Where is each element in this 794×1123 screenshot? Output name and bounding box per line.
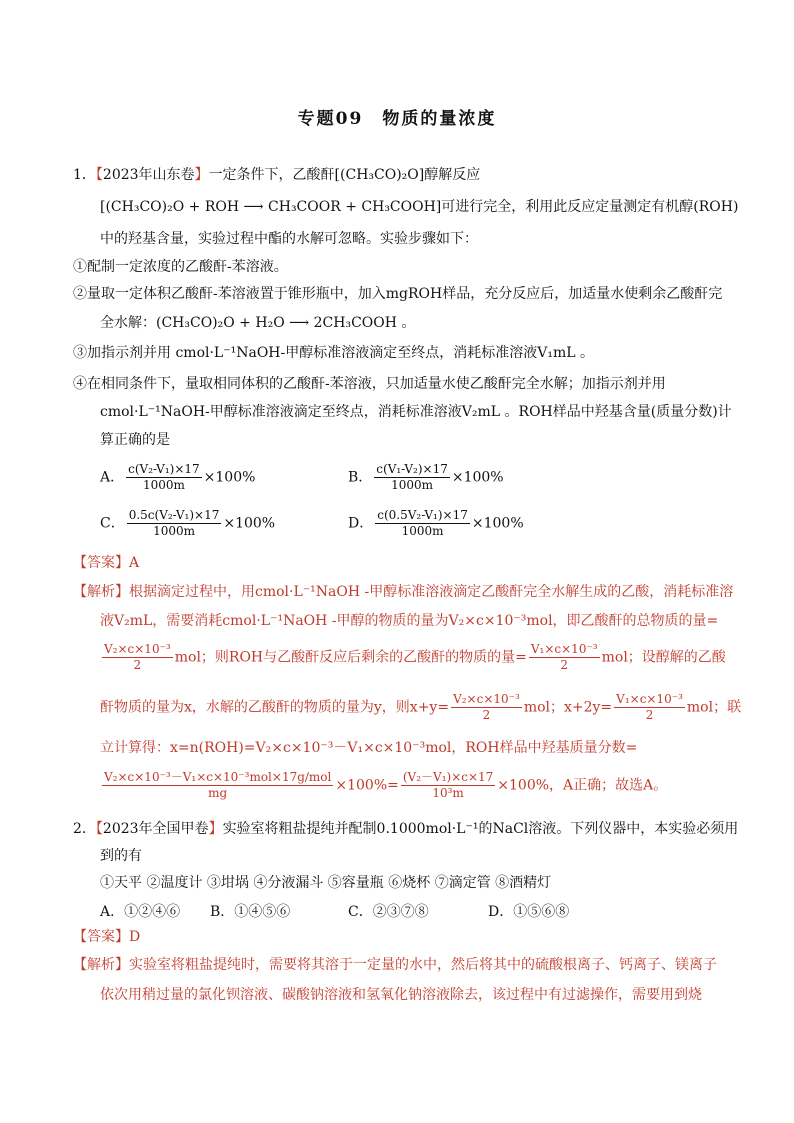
analysis-line-5: 立计算得：x=n(ROH)=V₂×c×10⁻³－V₁×c×10⁻³mol，ROH样品中羟基质量分数= <box>100 740 638 756</box>
step-1: ①配制一定浓度的乙酸酐-苯溶液。 <box>73 259 288 275</box>
option-c[interactable]: C．②③⑦⑧ <box>348 904 429 920</box>
question-1-line-1: 1．【2023年山东卷】一定条件下，乙酸酐[(CH₃CO)₂O]醇解反应 <box>73 167 481 183</box>
question-number: 1． <box>73 167 96 183</box>
option-a[interactable]: A．①②④⑥ <box>100 904 181 920</box>
answer-value: D <box>129 929 141 945</box>
answer-line <box>73 553 139 573</box>
option-d[interactable]: D． $\frac{\text{c(0.5V₂-V₁)×17}}{1000m}$ ×100% <box>348 508 524 538</box>
question-text: 一定条件下，乙酸酐[(CH₃CO)₂O]醇解反应 <box>208 167 481 183</box>
analysis-line-6: $\frac{\text{V₂×c×10⁻³－V₁×c×10⁻³mol×17g/mol}}{mg}$ ×100%= $\frac{\text{(V₂－V₁)×c×17}}{\text{10³m}}$ ×100%，A正确；故选A。 <box>104 770 668 800</box>
analysis-line-1: 【解析】根据滴定过程中，用cmol·L⁻¹NaOH -甲醇标准溶液滴定乙酸酐完全水解生成的乙酸，消耗标准溶 <box>73 584 734 600</box>
step-3: ③加指示剂并用 cmol·L⁻¹NaOH-甲醇标准溶液滴定至终点，消耗标准溶液V₁mL 。 <box>73 345 594 361</box>
option-c[interactable]: C． $\frac{\text{0.5c(V₂-V₁)×17}}{1000m}$ ×100% <box>100 508 276 538</box>
question-number: 2． <box>73 821 96 837</box>
option-b[interactable]: B．①④⑤⑥ <box>210 904 291 920</box>
source-tag: 2023年全国甲卷 <box>102 821 209 837</box>
step-2: ②量取一定体积乙酸酐-苯溶液置于锥形瓶中，加入mgROH样品，充分反应后，加适量水使剩余乙酸酐完 <box>73 286 723 302</box>
question-2-instruments: ①天平 ②温度计 ③坩埚 ④分液漏斗 ⑤容量瓶 ⑥烧杯 ⑦滴定管 ⑧酒精灯 <box>100 875 552 891</box>
analysis-label: 【解析】 <box>73 957 129 973</box>
question-1-line-3: 中的羟基含量，实验过程中酯的水解可忽略。实验步骤如下： <box>100 231 478 247</box>
analysis-label: 【解析】 <box>73 584 129 600</box>
source-tag: 2023年山东卷 <box>102 167 195 183</box>
question-2-line-1: 2．【2023年全国甲卷】实验室将粗盐提纯并配制0.1000mol·L⁻¹的NaCl溶液。下列仪器中，本实验必须用 <box>73 821 739 837</box>
analysis-line-2: 依次用稍过量的氯化钡溶液、碳酸钠溶液和氢氧化钠溶液除去，该过程中有过滤操作，需要用到烧 <box>100 987 702 1003</box>
step-2-cont: 全水解：(CH₃CO)₂O + H₂O ⟶ 2CH₃COOH 。 <box>100 315 416 331</box>
option-b[interactable]: B． $\frac{\text{c(V₁-V₂)×17}}{1000m}$ ×100% <box>348 462 504 492</box>
step-4: ④在相同条件下，量取相同体积的乙酸酐-苯溶液，只加适量水使乙酸酐完全水解；加指示剂并用 <box>73 376 666 392</box>
answer-label: 【答案】 <box>73 555 129 571</box>
answer-value: A <box>129 555 140 571</box>
question-2-line-2: 到的有 <box>100 848 142 864</box>
analysis-line-4: 酐物质的量为x，水解的乙酸酐的物质的量为y，则x+y= $\frac{\text{V₂×c×10⁻³}}{2}$ mol；x+2y= $\frac{\text{V₁×c×10⁻³}}{2}$ mol；联 <box>100 692 742 722</box>
option-a[interactable]: A． $\frac{\text{c(V₂-V₁)×17}}{1000m}$ ×100% <box>100 462 256 492</box>
analysis-line-3: $\frac{\text{V₂×c×10⁻³}}{2}$ mol；则ROH与乙酸酐反应后剩余的乙酸酐的物质的量= $\frac{\text{V₁×c×10⁻³}}{2}$ mol；设醇解的乙酸 <box>104 642 726 672</box>
analysis-line-1: 【解析】实验室将粗盐提纯时，需要将其溶于一定量的水中，然后将其中的硫酸根离子、钙离子、镁离子 <box>73 957 717 973</box>
option-d[interactable]: D．①⑤⑥⑧ <box>488 904 570 920</box>
analysis-line-2: 液V₂mL，需要消耗cmol·L⁻¹NaOH -甲醇的物质的量为V₂×c×10⁻³mol，即乙酸酐的总物质的量= <box>100 613 719 629</box>
question-text: 实验室将粗盐提纯并配制0.1000mol·L⁻¹的NaCl溶液。下列仪器中，本实验必须用 <box>222 821 739 837</box>
step-4-cont: cmol·L⁻¹NaOH-甲醇标准溶液滴定至终点，消耗标准溶液V₂mL 。ROH样品中羟基含量(质量分数)计 <box>100 404 732 420</box>
answer-label: 【答案】 <box>73 929 129 945</box>
page-title: 专题09 物质的量浓度 <box>297 109 497 129</box>
step-4-end: 算正确的是 <box>100 432 170 448</box>
answer-line <box>73 927 140 947</box>
question-1-line-2: [(CH₃CO)₂O + ROH ⟶ CH₃COOR + CH₃COOH]可进行完全，利用此反应定量测定有机醇(ROH) <box>100 199 739 215</box>
